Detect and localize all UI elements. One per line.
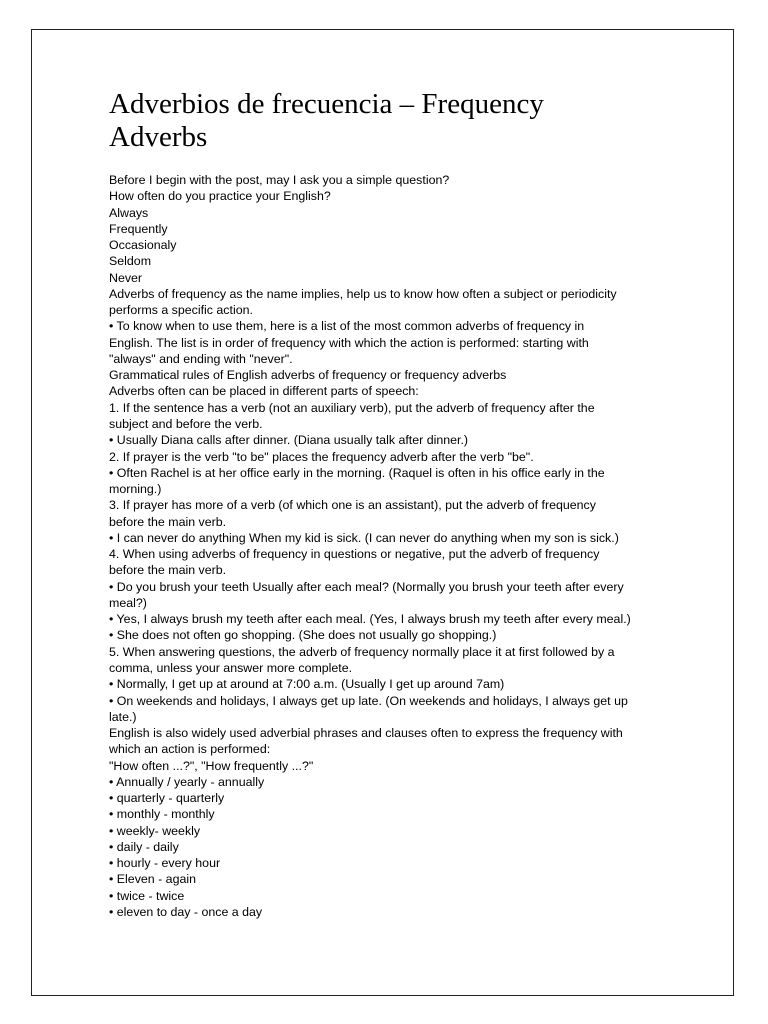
text-line: • Usually Diana calls after dinner. (Diana usually talk after dinner.): [109, 433, 469, 448]
text-line: 2. If prayer is the verb "to be" places the frequency adverb after the verb "be".: [109, 449, 534, 464]
text-line: • Yes, I always brush my teeth after each meal. (Yes, I always brush my teeth after every meal.): [109, 612, 631, 627]
text-line: • daily - daily: [109, 839, 179, 854]
text-line: • Do you brush your teeth Usually after each meal? (Normally you brush your teeth after every: [109, 579, 624, 594]
document-title: [109, 88, 669, 154]
text-line: • hourly - every hour: [109, 856, 221, 871]
text-line: "How often ...?", "How frequently ...?": [109, 758, 314, 773]
text-line: before the main verb.: [109, 563, 227, 578]
text-line: English is also widely used adverbial phrases and clauses often to express the frequency with: [109, 726, 623, 741]
text-line: • To know when to use them, here is a list of the most common adverbs of frequency in: [109, 319, 585, 334]
text-line: performs a specific action.: [109, 303, 253, 318]
text-line: How often do you practice your English?: [109, 189, 331, 204]
text-line: 1. If the sentence has a verb (not an auxiliary verb), put the adverb of frequency after the: [109, 400, 595, 415]
text-line: late.): [109, 709, 137, 724]
text-line: Adverbs of frequency as the name implies, help us to know how often a subject or periodicity: [109, 286, 617, 301]
text-line: • Annually / yearly - annually: [109, 774, 265, 789]
text-line: • quarterly - quarterly: [109, 791, 225, 806]
text-line: • I can never do anything When my kid is sick. (I can never do anything when my son is sick.): [109, 530, 619, 545]
text-line: • On weekends and holidays, I always get up late. (On weekends and holidays, I always get up: [109, 693, 628, 708]
text-line: 5. When answering questions, the adverb of frequency normally place it at first followed by a: [109, 644, 615, 659]
text-line: • Eleven - again: [109, 872, 196, 887]
text-line: Always: [109, 205, 149, 220]
text-line: meal?): [109, 595, 147, 610]
text-line: English. The list is in order of frequency with which the action is performed: starting with: [109, 335, 589, 350]
title-line-2: Adverbs: [109, 121, 208, 153]
text-line: • Normally, I get up at around at 7:00 a.m. (Usually I get up around 7am): [109, 677, 505, 692]
text-line: Seldom: [109, 254, 152, 269]
text-line: • She does not often go shopping. (She does not usually go shopping.): [109, 628, 497, 643]
text-line: morning.): [109, 482, 162, 497]
title-line-1: Adverbios de frecuencia – Frequency: [109, 88, 544, 120]
body-text: [109, 172, 669, 920]
text-line: Before I begin with the post, may I ask you a simple question?: [109, 173, 450, 187]
text-line: comma, unless your answer more complete.: [109, 660, 353, 675]
text-line: Never: [109, 270, 143, 285]
text-line: • Often Rachel is at her office early in the morning. (Raquel is often in his office early in the: [109, 465, 605, 480]
text-line: which an action is performed:: [109, 742, 271, 757]
text-line: • eleven to day - once a day: [109, 904, 263, 919]
text-line: Occasionaly: [109, 238, 177, 253]
text-line: subject and before the verb.: [109, 416, 263, 431]
document-content: [109, 88, 669, 920]
text-line: Grammatical rules of English adverbs of frequency or frequency adverbs: [109, 368, 507, 383]
text-line: "always" and ending with "never".: [109, 351, 293, 366]
text-line: • monthly - monthly: [109, 807, 215, 822]
text-line: 3. If prayer has more of a verb (of which one is an assistant), put the adverb of frequency: [109, 498, 596, 513]
text-line: Adverbs often can be placed in different parts of speech:: [109, 384, 419, 399]
text-line: before the main verb.: [109, 514, 227, 529]
text-line: • weekly- weekly: [109, 823, 201, 838]
text-line: • twice - twice: [109, 888, 185, 903]
text-line: Frequently: [109, 221, 168, 236]
text-line: 4. When using adverbs of frequency in questions or negative, put the adverb of frequency: [109, 547, 600, 562]
